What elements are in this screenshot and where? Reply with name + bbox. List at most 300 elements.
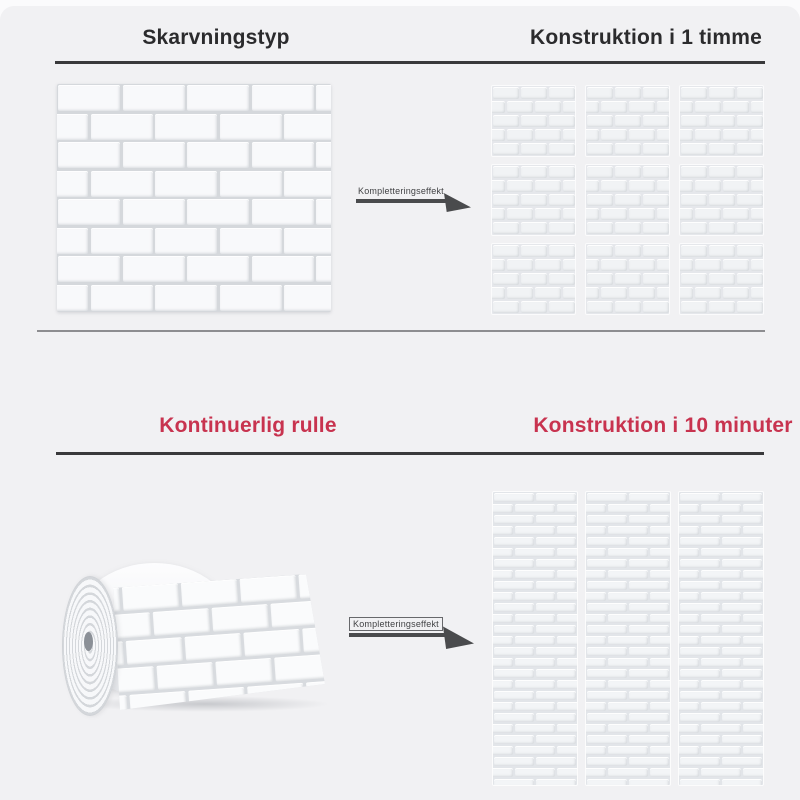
- brick: [709, 301, 735, 313]
- brick: [723, 287, 749, 299]
- brick: [722, 735, 762, 744]
- brick: [587, 222, 613, 234]
- arrow-label: Kompletteringseffekt: [358, 186, 444, 196]
- brick: [681, 222, 707, 234]
- brick: [153, 608, 211, 636]
- brick: [535, 208, 561, 220]
- brick: [743, 570, 763, 579]
- brick: [515, 526, 555, 535]
- brick: [549, 273, 575, 285]
- brick: [549, 115, 575, 127]
- brick: [521, 273, 547, 285]
- brick: [557, 504, 577, 513]
- brick: [681, 245, 707, 257]
- brick: [252, 199, 314, 225]
- brick: [709, 87, 735, 99]
- brick: [563, 287, 575, 299]
- brick: [615, 115, 641, 127]
- brick: [615, 273, 641, 285]
- arrow-shaft: [356, 199, 449, 203]
- brick: [535, 129, 561, 141]
- brick: [650, 504, 670, 513]
- brick: [587, 581, 627, 590]
- brick: [679, 658, 699, 667]
- brick: [615, 222, 641, 234]
- brick: [701, 614, 741, 623]
- brick: [586, 287, 599, 299]
- brick: [657, 129, 669, 141]
- brick: [701, 724, 741, 733]
- brick: [243, 629, 301, 657]
- transition-arrow-bottom: [349, 617, 479, 653]
- brick: [91, 228, 153, 254]
- brick: [557, 702, 577, 711]
- brick: [493, 194, 519, 206]
- brick: [563, 101, 575, 113]
- brick: [493, 166, 519, 178]
- brick: [549, 166, 575, 178]
- brick: [679, 768, 699, 777]
- panel-tile: [492, 165, 575, 235]
- brick: [536, 581, 576, 590]
- brick: [679, 526, 699, 535]
- brick: [587, 301, 613, 313]
- brick: [535, 287, 561, 299]
- brick: [284, 114, 331, 140]
- brick: [521, 194, 547, 206]
- brick: [679, 504, 699, 513]
- brick: [701, 526, 741, 535]
- brick: [536, 779, 576, 785]
- brick: [680, 129, 693, 141]
- brick: [492, 129, 505, 141]
- brick: [521, 143, 547, 155]
- brick: [629, 287, 655, 299]
- brick: [601, 259, 627, 271]
- brick: [679, 614, 699, 623]
- brick: [515, 680, 555, 689]
- brick: [737, 166, 763, 178]
- brick: [680, 735, 720, 744]
- brick: [586, 614, 606, 623]
- brick: [123, 199, 185, 225]
- brick: [650, 526, 670, 535]
- brick: [680, 669, 720, 678]
- brick: [709, 143, 735, 155]
- brick: [587, 143, 613, 155]
- brick: [709, 273, 735, 285]
- brick: [587, 603, 627, 612]
- brick: [681, 115, 707, 127]
- brick: [680, 537, 720, 546]
- brick: [492, 208, 505, 220]
- brick: [722, 647, 762, 656]
- brick: [657, 287, 669, 299]
- brick: [587, 691, 627, 700]
- brick: [507, 180, 533, 192]
- brick: [701, 658, 741, 667]
- brick: [587, 273, 613, 285]
- brick: [701, 504, 741, 513]
- brick: [184, 633, 242, 661]
- brick: [563, 180, 575, 192]
- brick: [709, 245, 735, 257]
- brick: [743, 548, 763, 557]
- brick: [494, 647, 534, 656]
- brick: [629, 537, 669, 546]
- brick: [549, 245, 575, 257]
- brick: [681, 301, 707, 313]
- brick: [240, 575, 298, 603]
- brick: [316, 256, 331, 282]
- brick: [722, 779, 762, 785]
- brick: [515, 746, 555, 755]
- brick: [333, 650, 363, 678]
- brick: [220, 114, 282, 140]
- brick: [91, 171, 153, 197]
- brick: [208, 550, 266, 578]
- brick: [507, 101, 533, 113]
- brick: [536, 603, 576, 612]
- brick: [492, 101, 505, 113]
- brick: [270, 600, 328, 628]
- brick: [536, 515, 576, 524]
- brick: [587, 735, 627, 744]
- brick: [557, 636, 577, 645]
- brick: [586, 680, 606, 689]
- brick: [156, 662, 214, 690]
- brick: [493, 222, 519, 234]
- arrow-shaft: [349, 633, 447, 637]
- brick: [650, 702, 670, 711]
- brick: [494, 757, 534, 766]
- brick: [643, 194, 669, 206]
- brick: [187, 199, 249, 225]
- top-left-title: Skarvningstyp: [142, 26, 290, 49]
- brick: [155, 114, 217, 140]
- brick: [650, 768, 670, 777]
- brick: [536, 691, 576, 700]
- panel-strip: [679, 492, 763, 785]
- brick: [608, 570, 648, 579]
- brick: [608, 658, 648, 667]
- brick: [493, 614, 513, 623]
- brick: [680, 757, 720, 766]
- brick: [557, 746, 577, 755]
- brick: [535, 101, 561, 113]
- brick: [650, 658, 670, 667]
- brick: [615, 87, 641, 99]
- brick: [57, 171, 88, 197]
- brick: [679, 724, 699, 733]
- brick: [701, 768, 741, 777]
- brick: [284, 285, 331, 311]
- brick: [187, 142, 249, 168]
- brick: [536, 669, 576, 678]
- brick: [160, 716, 218, 743]
- brick: [521, 301, 547, 313]
- brick: [494, 735, 534, 744]
- brick: [181, 579, 239, 607]
- brick: [123, 85, 185, 111]
- brick: [507, 259, 533, 271]
- brick: [252, 256, 314, 282]
- brick: [743, 614, 763, 623]
- brick: [629, 208, 655, 220]
- brick: [680, 713, 720, 722]
- bottom-right-title: Konstruktion i 10 minuter: [533, 414, 793, 437]
- brick: [601, 180, 627, 192]
- brick: [743, 504, 763, 513]
- brick: [586, 180, 599, 192]
- brick: [536, 735, 576, 744]
- brick: [615, 245, 641, 257]
- brick: [586, 746, 606, 755]
- brick: [701, 548, 741, 557]
- brick: [723, 180, 749, 192]
- brick: [515, 504, 555, 513]
- brick: [494, 537, 534, 546]
- brick: [155, 171, 217, 197]
- brick: [316, 199, 331, 225]
- wallpaper-roll-image: [40, 546, 360, 726]
- brick: [587, 166, 613, 178]
- brick: [679, 548, 699, 557]
- brick: [493, 592, 513, 601]
- brick: [695, 208, 721, 220]
- brick: [643, 301, 669, 313]
- brick: [557, 614, 577, 623]
- brick: [679, 570, 699, 579]
- brick: [751, 129, 763, 141]
- panel-strip: [586, 492, 670, 785]
- brick: [252, 85, 314, 111]
- brick: [586, 208, 599, 220]
- brick: [494, 603, 534, 612]
- brick: [629, 493, 669, 502]
- brick-wall-panel-image: [57, 84, 331, 312]
- brick: [557, 680, 577, 689]
- brick: [679, 680, 699, 689]
- brick: [629, 713, 669, 722]
- brick: [521, 222, 547, 234]
- brick: [615, 194, 641, 206]
- transition-arrow-top: [356, 185, 474, 217]
- brick: [337, 704, 363, 732]
- brick: [680, 559, 720, 568]
- brick: [515, 768, 555, 777]
- brick: [587, 194, 613, 206]
- brick: [557, 592, 577, 601]
- brick: [493, 636, 513, 645]
- brick: [493, 526, 513, 535]
- brick: [680, 180, 693, 192]
- brick: [737, 194, 763, 206]
- brick: [737, 273, 763, 285]
- brick: [220, 171, 282, 197]
- brick: [493, 245, 519, 257]
- brick: [521, 115, 547, 127]
- brick: [515, 614, 555, 623]
- brick: [701, 592, 741, 601]
- brick: [681, 87, 707, 99]
- brick: [615, 301, 641, 313]
- brick: [680, 625, 720, 634]
- brick: [587, 87, 613, 99]
- brick: [722, 537, 762, 546]
- brick: [212, 604, 270, 632]
- brick: [536, 757, 576, 766]
- brick: [515, 570, 555, 579]
- brick: [751, 259, 763, 271]
- brick: [557, 768, 577, 777]
- brick: [155, 228, 217, 254]
- brick: [650, 680, 670, 689]
- brick: [58, 199, 120, 225]
- infographic-canvas: [0, 6, 800, 800]
- brick: [494, 779, 534, 785]
- brick: [252, 142, 314, 168]
- brick: [643, 273, 669, 285]
- brick: [722, 713, 762, 722]
- brick: [493, 143, 519, 155]
- brick: [608, 746, 648, 755]
- panel-tile: [586, 165, 669, 235]
- brick: [101, 720, 159, 743]
- brick: [58, 142, 120, 168]
- brick: [643, 115, 669, 127]
- brick: [494, 493, 534, 502]
- brick: [722, 603, 762, 612]
- brick: [586, 658, 606, 667]
- brick: [521, 245, 547, 257]
- brick: [220, 285, 282, 311]
- panel-grid-image: [492, 86, 763, 314]
- brick: [494, 669, 534, 678]
- brick: [722, 691, 762, 700]
- brick: [743, 526, 763, 535]
- brick: [123, 256, 185, 282]
- brick: [586, 570, 606, 579]
- brick: [494, 691, 534, 700]
- brick: [743, 636, 763, 645]
- brick: [737, 222, 763, 234]
- brick: [743, 702, 763, 711]
- brick: [493, 548, 513, 557]
- brick: [494, 625, 534, 634]
- brick: [722, 493, 762, 502]
- brick: [679, 702, 699, 711]
- brick: [695, 101, 721, 113]
- brick: [507, 129, 533, 141]
- brick: [536, 537, 576, 546]
- brick: [629, 625, 669, 634]
- brick: [515, 636, 555, 645]
- brick: [680, 581, 720, 590]
- brick: [629, 259, 655, 271]
- brick: [701, 680, 741, 689]
- brick: [679, 636, 699, 645]
- brick: [650, 548, 670, 557]
- brick: [679, 746, 699, 755]
- brick: [751, 101, 763, 113]
- arrow-right-icon: [443, 624, 474, 649]
- brick: [494, 559, 534, 568]
- section-divider-line: [37, 330, 765, 332]
- brick: [91, 114, 153, 140]
- brick: [549, 143, 575, 155]
- brick: [493, 658, 513, 667]
- panel-tile: [586, 244, 669, 314]
- brick: [751, 287, 763, 299]
- brick: [680, 603, 720, 612]
- brick: [316, 85, 331, 111]
- brick: [650, 592, 670, 601]
- brick: [722, 669, 762, 678]
- roll-core-hole: [84, 632, 93, 651]
- brick: [743, 658, 763, 667]
- brick: [601, 208, 627, 220]
- brick: [751, 180, 763, 192]
- brick: [586, 768, 606, 777]
- panel-tile: [492, 244, 575, 314]
- brick: [643, 222, 669, 234]
- brick: [515, 548, 555, 557]
- brick: [680, 493, 720, 502]
- brick: [743, 768, 763, 777]
- brick: [587, 515, 627, 524]
- brick: [515, 702, 555, 711]
- brick: [493, 115, 519, 127]
- brick: [493, 301, 519, 313]
- brick: [680, 208, 693, 220]
- bottom-divider-line: [56, 452, 764, 455]
- brick: [492, 180, 505, 192]
- brick: [608, 614, 648, 623]
- brick: [587, 713, 627, 722]
- brick: [737, 115, 763, 127]
- brick: [493, 504, 513, 513]
- panel-strips-image: [493, 492, 763, 785]
- brick: [629, 757, 669, 766]
- brick: [751, 208, 763, 220]
- brick: [737, 87, 763, 99]
- brick: [494, 515, 534, 524]
- brick: [680, 101, 693, 113]
- brick: [722, 559, 762, 568]
- brick: [615, 166, 641, 178]
- brick: [57, 285, 88, 311]
- brick: [709, 222, 735, 234]
- brick: [650, 746, 670, 755]
- brick: [629, 581, 669, 590]
- brick: [743, 680, 763, 689]
- brick: [494, 713, 534, 722]
- brick: [587, 559, 627, 568]
- brick: [743, 592, 763, 601]
- brick: [57, 114, 88, 140]
- brick: [587, 757, 627, 766]
- brick: [557, 570, 577, 579]
- brick: [187, 256, 249, 282]
- brick: [643, 143, 669, 155]
- brick: [126, 637, 184, 665]
- brick: [629, 779, 669, 785]
- brick: [679, 592, 699, 601]
- brick: [493, 273, 519, 285]
- brick: [123, 142, 185, 168]
- brick: [601, 101, 627, 113]
